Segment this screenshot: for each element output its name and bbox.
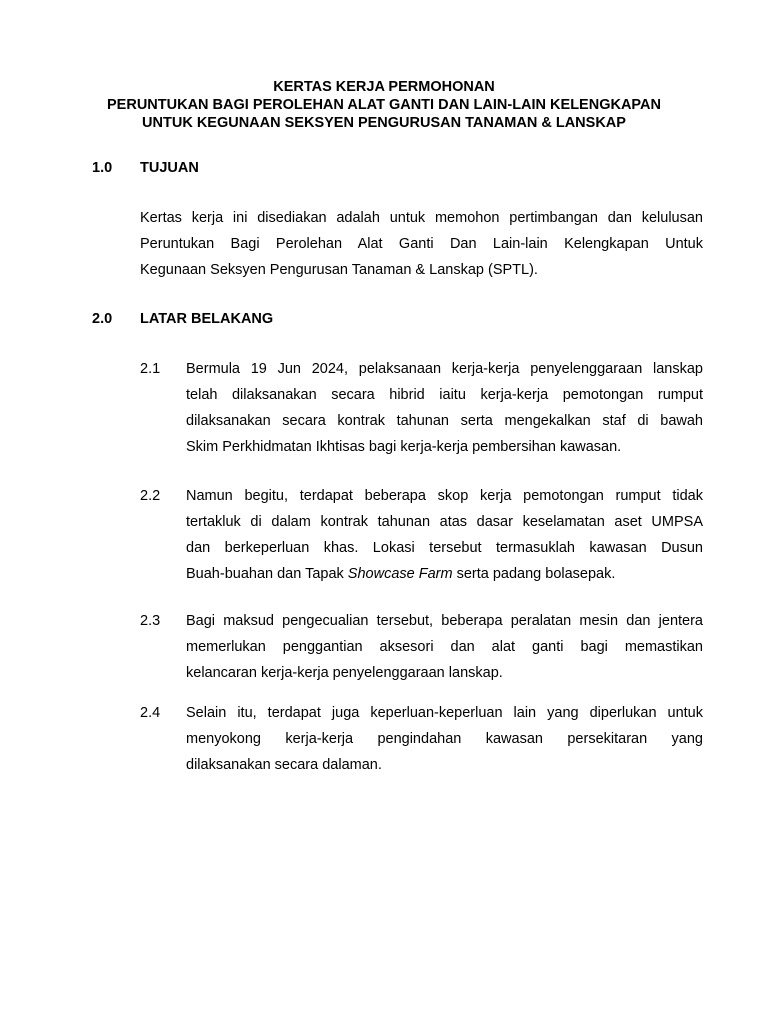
item-2-3 — [140, 608, 703, 686]
item-line: Namun begitu, terdapat beberapa skop kerja pemotongan rumput tidak — [186, 488, 703, 504]
title-line-3: UNTUK KEGUNAAN SEKSYEN PENGURUSAN TANAMAN & LANSKAP — [142, 115, 626, 131]
item-text-run: serta padang bolasepak. — [452, 566, 616, 582]
item-line: telah dilaksanakan secara hibrid iaitu kerja-kerja pemotongan rumput — [186, 387, 703, 403]
item-line: kelancaran kerja-kerja penyelenggaraan lanskap. — [186, 665, 503, 681]
section-2-number: 2.0 — [92, 311, 113, 327]
section-1-number: 1.0 — [92, 160, 113, 176]
item-text — [186, 700, 703, 778]
item-number: 2.1 — [140, 361, 161, 377]
item-number: 2.4 — [140, 705, 161, 721]
section-1-line: Kegunaan Seksyen Pengurusan Tanaman & Lanskap (SPTL). — [140, 262, 538, 278]
item-line-mixed — [186, 561, 703, 587]
section-1-paragraph — [140, 205, 703, 283]
section-2-title: LATAR BELAKANG — [140, 311, 274, 327]
item-text — [186, 483, 703, 587]
item-number: 2.2 — [140, 488, 161, 504]
item-line: Selain itu, terdapat juga keperluan-keperluan lain yang diperlukan untuk — [186, 705, 703, 721]
section-1-heading — [92, 159, 199, 177]
section-2-heading — [92, 310, 273, 328]
section-1-line: Peruntukan Bagi Perolehan Alat Ganti Dan Lain-lain Kelengkapan Untuk — [140, 236, 703, 252]
document-title — [0, 78, 768, 132]
section-1-line: Kertas kerja ini disediakan adalah untuk memohon pertimbangan dan kelulusan — [140, 210, 703, 226]
item-line: dilaksanakan secara dalaman. — [186, 757, 382, 773]
item-2-1 — [140, 356, 703, 460]
section-1-title: TUJUAN — [140, 160, 199, 176]
item-number: 2.3 — [140, 613, 161, 629]
item-text-run: Buah-buahan dan Tapak — [186, 566, 348, 582]
item-line: dilaksanakan secara kontrak tahunan serta mengekalkan staf di bawah — [186, 413, 703, 429]
item-line: tertakluk di dalam kontrak tahunan atas dasar keselamatan aset UMPSA — [186, 514, 703, 530]
item-text-italic-run: Showcase Farm — [347, 566, 453, 582]
title-line-1: KERTAS KERJA PERMOHONAN — [273, 79, 495, 95]
item-line: memerlukan penggantian aksesori dan alat ganti bagi memastikan — [186, 639, 703, 655]
item-2-4 — [140, 700, 703, 778]
item-line: dan berkeperluan khas. Lokasi tersebut termasuklah kawasan Dusun — [186, 540, 703, 556]
item-text — [186, 356, 703, 460]
item-line: Skim Perkhidmatan Ikhtisas bagi kerja-kerja pembersihan kawasan. — [186, 439, 622, 455]
item-line: Bermula 19 Jun 2024, pelaksanaan kerja-kerja penyelenggaraan lanskap — [186, 361, 703, 377]
item-line: Bagi maksud pengecualian tersebut, beberapa peralatan mesin dan jentera — [186, 613, 703, 629]
item-line: menyokong kerja-kerja pengindahan kawasan persekitaran yang — [186, 731, 703, 747]
title-line-2: PERUNTUKAN BAGI PEROLEHAN ALAT GANTI DAN LAIN-LAIN KELENGKAPAN — [107, 97, 661, 113]
item-text — [186, 608, 703, 686]
item-2-2 — [140, 483, 703, 587]
